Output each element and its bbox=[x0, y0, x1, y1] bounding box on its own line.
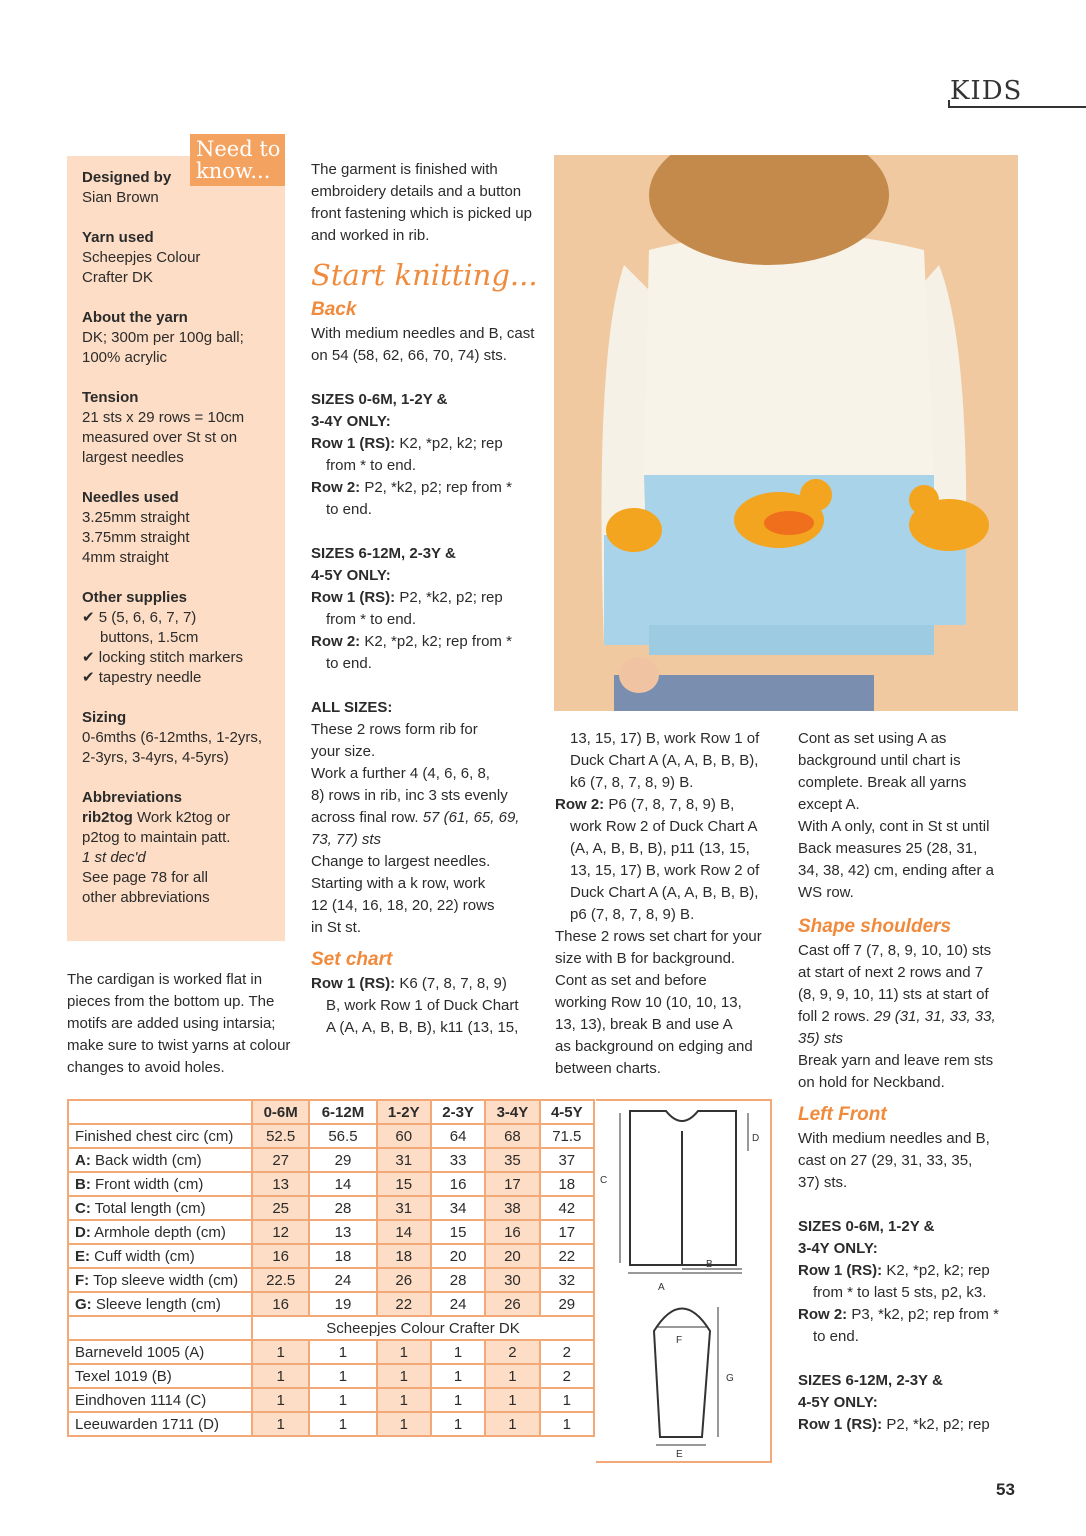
diagram-label-g: G bbox=[726, 1373, 734, 1384]
needles-line: 4mm straight bbox=[82, 549, 169, 566]
all-line: your size. bbox=[311, 743, 376, 760]
sweater-illustration bbox=[554, 155, 1018, 711]
table-cell: 1 bbox=[431, 1340, 485, 1364]
chart-line: as background on edging and bbox=[555, 1038, 753, 1055]
chart-line: Duck Chart A (A, A, B, B, B), bbox=[570, 884, 759, 901]
size-header: 2-3Y bbox=[431, 1100, 485, 1124]
table-row bbox=[68, 1388, 594, 1412]
shape-shoulders-heading: Shape shoulders bbox=[798, 916, 952, 937]
stitch-count: 73, 77) sts bbox=[311, 831, 382, 848]
table-row bbox=[68, 1412, 594, 1436]
row-label: Row 2: bbox=[311, 479, 361, 496]
sweater-photo bbox=[554, 155, 1018, 711]
table-cell: 22 bbox=[540, 1244, 594, 1268]
needles-heading: Needles used bbox=[82, 489, 179, 506]
tension-line: 21 sts x 29 rows = 10cm bbox=[82, 409, 245, 426]
sizes-a-heading-2: 3-4Y ONLY: bbox=[311, 413, 391, 430]
chart-line: p6 (7, 8, 7, 8, 9) B. bbox=[570, 906, 695, 923]
shoulder-line: Break yarn and leave rem sts bbox=[798, 1052, 994, 1069]
back-paragraph: With medium needles and B, cast on 54 (58, 62, 66, 70, 74) sts. bbox=[311, 325, 535, 364]
row-label bbox=[68, 1196, 252, 1220]
row-label bbox=[68, 1244, 252, 1268]
chart-line: Cont as set and before bbox=[555, 972, 707, 989]
size-header: 4-5Y bbox=[540, 1100, 594, 1124]
sizing-line: 2-3yrs, 3-4yrs, 4-5yrs) bbox=[82, 749, 229, 766]
table-cell: 14 bbox=[309, 1172, 376, 1196]
left-line: With medium needles and B, bbox=[798, 1130, 990, 1147]
row-key: C: bbox=[75, 1199, 91, 1217]
table-cell: 22.5 bbox=[252, 1268, 309, 1292]
tension-line: measured over St st on bbox=[82, 429, 238, 446]
table-cell: 22 bbox=[377, 1292, 431, 1316]
intro-paragraph: The cardigan is worked flat in pieces from the bottom up. The motifs are added using intarsia; make sure to twist yarns at colour changes to avoid holes. bbox=[67, 971, 291, 1076]
diagram-label-f: F bbox=[676, 1335, 683, 1346]
diagram-label-e: E bbox=[676, 1449, 683, 1460]
diagram-label-d: D bbox=[752, 1133, 760, 1144]
table-cell: 27 bbox=[252, 1148, 309, 1172]
row-label bbox=[68, 1148, 252, 1172]
table-cell: 1 bbox=[377, 1388, 431, 1412]
table-cell: 2 bbox=[540, 1364, 594, 1388]
schematic-diagram bbox=[596, 1099, 772, 1463]
sidebar-content bbox=[82, 168, 282, 908]
tension-heading: Tension bbox=[82, 389, 139, 406]
row-label-text: Total length (cm) bbox=[90, 1199, 206, 1217]
stitch-count: 29 (31, 31, 33, 33, bbox=[869, 1008, 996, 1025]
chart-line: work Row 2 of Duck Chart A bbox=[570, 818, 758, 835]
row-label: Row 1 (RS): bbox=[311, 435, 396, 452]
about-yarn-line: DK; 300m per 100g ball; bbox=[82, 329, 244, 346]
chart-line: 13, 15, 17) B, work Row 2 of bbox=[570, 862, 760, 879]
table-cell: 1 bbox=[252, 1364, 309, 1388]
supplies-line: ✔ 5 (5, 6, 6, 7, 7) bbox=[82, 609, 197, 626]
row-label: Leeuwarden 1711 (D) bbox=[68, 1412, 252, 1436]
column-2 bbox=[311, 159, 541, 1039]
table-cell: 20 bbox=[431, 1244, 485, 1268]
abbrev-line: other abbreviations bbox=[82, 889, 210, 906]
row-key: F: bbox=[75, 1271, 90, 1289]
chart-line: These 2 rows set chart for your bbox=[555, 928, 762, 945]
chart-line: (A, A, B, B, B), p11 (13, 15, bbox=[570, 840, 750, 857]
table-cell: 2 bbox=[540, 1340, 594, 1364]
schematic-svg bbox=[596, 1101, 770, 1463]
row-text: from * to end. bbox=[326, 457, 417, 474]
left-line: 37) sts. bbox=[798, 1174, 848, 1191]
finish-paragraph: The garment is finished with embroidery details and a button front fastening which is picked up and worked in rib. bbox=[311, 161, 532, 244]
table-cell: 18 bbox=[377, 1244, 431, 1268]
size-header: 3-4Y bbox=[485, 1100, 539, 1124]
sizes-b-heading: SIZES 6-12M, 2-3Y & bbox=[311, 545, 456, 562]
row-label: Row 2: bbox=[311, 633, 361, 650]
table-cell: 16 bbox=[485, 1220, 539, 1244]
row-label: Row 1 (RS): bbox=[311, 975, 396, 992]
column-4 bbox=[798, 728, 1028, 1436]
back-heading: Back bbox=[311, 299, 357, 320]
table-row bbox=[68, 1268, 594, 1292]
table-cell: 19 bbox=[309, 1292, 376, 1316]
yarn-title-row bbox=[68, 1316, 594, 1340]
back-line: With A only, cont in St st until bbox=[798, 818, 990, 835]
table-cell: 71.5 bbox=[540, 1124, 594, 1148]
chart-line: working Row 10 (10, 10, 13, bbox=[555, 994, 742, 1011]
all-sizes-heading: ALL SIZES: bbox=[311, 699, 393, 716]
abbrev-line: See page 78 for all bbox=[82, 869, 208, 886]
abbrev-heading: Abbreviations bbox=[82, 789, 183, 806]
table-row bbox=[68, 1292, 594, 1316]
page-number: 53 bbox=[996, 1480, 1015, 1499]
row-key: G: bbox=[75, 1295, 92, 1313]
table-cell: 1 bbox=[252, 1412, 309, 1436]
about-yarn-line: 100% acrylic bbox=[82, 349, 168, 366]
table-cell: 1 bbox=[252, 1388, 309, 1412]
row-label bbox=[68, 1268, 252, 1292]
table-cell: 25 bbox=[252, 1196, 309, 1220]
table-cell: 28 bbox=[431, 1268, 485, 1292]
shoulder-line: on hold for Neckband. bbox=[798, 1074, 945, 1091]
table-cell: 1 bbox=[309, 1340, 376, 1364]
table-cell: 56.5 bbox=[309, 1124, 376, 1148]
yarn-used-line: Scheepjes Colour bbox=[82, 249, 201, 266]
table-cell: 68 bbox=[485, 1124, 539, 1148]
table-cell: 16 bbox=[431, 1172, 485, 1196]
sizes-a-heading-2: 3-4Y ONLY: bbox=[798, 1240, 878, 1257]
table-cell: 35 bbox=[485, 1148, 539, 1172]
row-label: Finished chest circ (cm) bbox=[68, 1124, 252, 1148]
table-cell: 1 bbox=[377, 1412, 431, 1436]
supplies-heading: Other supplies bbox=[82, 589, 188, 606]
sizes-b-heading-2: 4-5Y ONLY: bbox=[311, 567, 391, 584]
table-cell: 26 bbox=[485, 1292, 539, 1316]
row-text: A (A, A, B, B, B), k11 (13, 15, bbox=[326, 1019, 519, 1036]
sizes-a-heading: SIZES 0-6M, 1-2Y & bbox=[311, 391, 448, 408]
left-line: cast on 27 (29, 31, 33, 35, bbox=[798, 1152, 973, 1169]
left-front-heading: Left Front bbox=[798, 1104, 887, 1125]
row-label: Barneveld 1005 (A) bbox=[68, 1340, 252, 1364]
row-text: K2, *p2, k2; rep bbox=[395, 435, 503, 452]
stitch-count: 35) sts bbox=[798, 1030, 844, 1047]
row-text: P6 (7, 8, 7, 8, 9) B, bbox=[604, 796, 735, 813]
row-text: to end. bbox=[813, 1328, 859, 1345]
table-cell: 16 bbox=[252, 1244, 309, 1268]
chart-line: Duck Chart A (A, A, B, B, B), bbox=[570, 752, 759, 769]
section-label: KIDS bbox=[950, 76, 1023, 106]
table-cell: 31 bbox=[377, 1148, 431, 1172]
row-label: Row 1 (RS): bbox=[798, 1416, 883, 1433]
chart-line: 13, 15, 17) B, work Row 1 of bbox=[570, 730, 760, 747]
row-label: Texel 1019 (B) bbox=[68, 1364, 252, 1388]
about-yarn-heading: About the yarn bbox=[82, 309, 188, 326]
row-text: P2, *k2, p2; rep bbox=[395, 589, 503, 606]
table-cell: 1 bbox=[485, 1388, 539, 1412]
stitch-count: 57 (61, 65, 69, bbox=[422, 809, 520, 826]
all-line: in St st. bbox=[311, 919, 362, 936]
supplies-line: ✔ tapestry needle bbox=[82, 669, 202, 686]
row-label: Eindhoven 1114 (C) bbox=[68, 1388, 252, 1412]
table-cell: 20 bbox=[485, 1244, 539, 1268]
row-label-text: Back width (cm) bbox=[90, 1151, 202, 1169]
table-cell: 1 bbox=[431, 1388, 485, 1412]
table-cell: 31 bbox=[377, 1196, 431, 1220]
table-cell: 1 bbox=[309, 1364, 376, 1388]
table-cell: 33 bbox=[431, 1148, 485, 1172]
table-cell: 42 bbox=[540, 1196, 594, 1220]
all-line: Work a further 4 (4, 6, 6, 8, bbox=[311, 765, 490, 782]
size-header: 6-12M bbox=[309, 1100, 376, 1124]
table-cell: 18 bbox=[309, 1244, 376, 1268]
supplies-line: ✔ locking stitch markers bbox=[82, 649, 243, 666]
table-row bbox=[68, 1148, 594, 1172]
all-line: across final row. bbox=[311, 809, 419, 826]
back-line: complete. Break all yarns bbox=[798, 774, 967, 791]
chart-line: between charts. bbox=[555, 1060, 661, 1077]
table-cell: 1 bbox=[309, 1412, 376, 1436]
badge-line-1: Need to bbox=[196, 137, 281, 161]
table-row bbox=[68, 1172, 594, 1196]
row-label bbox=[68, 1220, 252, 1244]
table-cell: 15 bbox=[431, 1220, 485, 1244]
table-cell: 37 bbox=[540, 1148, 594, 1172]
row-label-text: Front width (cm) bbox=[90, 1175, 204, 1193]
table-cell: 30 bbox=[485, 1268, 539, 1292]
table-cell: 1 bbox=[377, 1340, 431, 1364]
table-cell: 17 bbox=[540, 1220, 594, 1244]
table-cell: 15 bbox=[377, 1172, 431, 1196]
table-cell: 38 bbox=[485, 1196, 539, 1220]
abbrev-line: 1 st dec'd bbox=[82, 849, 146, 866]
sizing-line: 0-6mths (6-12mths, 1-2yrs, bbox=[82, 729, 263, 746]
back-line: except A. bbox=[798, 796, 860, 813]
row-text: P2, *k2, p2; rep from * bbox=[360, 479, 512, 496]
table-cell: 14 bbox=[377, 1220, 431, 1244]
back-line: 34, 38, 42) cm, ending after a bbox=[798, 862, 994, 879]
table-row bbox=[68, 1340, 594, 1364]
yarn-title: Scheepjes Colour Crafter DK bbox=[252, 1316, 594, 1340]
table-cell: 1 bbox=[540, 1412, 594, 1436]
table-cell: 24 bbox=[431, 1292, 485, 1316]
row-label: Row 2: bbox=[798, 1306, 848, 1323]
row-text: P3, *k2, p2; rep from * bbox=[847, 1306, 999, 1323]
table-cell: 16 bbox=[252, 1292, 309, 1316]
row-text: from * to last 5 sts, p2, k3. bbox=[813, 1284, 987, 1301]
abbrev-line: p2tog to maintain patt. bbox=[82, 829, 231, 846]
table-row bbox=[68, 1124, 594, 1148]
row-label-text: Cuff width (cm) bbox=[90, 1247, 195, 1265]
shoulder-line: at start of next 2 rows and 7 bbox=[798, 964, 984, 981]
table-cell: 12 bbox=[252, 1220, 309, 1244]
size-table bbox=[67, 1099, 595, 1437]
table-cell: 1 bbox=[431, 1364, 485, 1388]
yarn-used-line: Crafter DK bbox=[82, 269, 153, 286]
table-cell: 29 bbox=[309, 1148, 376, 1172]
row-label bbox=[68, 1172, 252, 1196]
row-text: P2, *k2, p2; rep bbox=[882, 1416, 990, 1433]
start-knitting-heading: Start knitting... bbox=[311, 258, 538, 292]
sizing-heading: Sizing bbox=[82, 709, 127, 726]
table-row bbox=[68, 1220, 594, 1244]
back-line: Back measures 25 (28, 31, bbox=[798, 840, 978, 857]
row-label: Row 2: bbox=[555, 796, 605, 813]
abbrev-line bbox=[82, 808, 282, 828]
row-text: K6 (7, 8, 7, 8, 9) bbox=[395, 975, 507, 992]
table-row bbox=[68, 1244, 594, 1268]
table-cell: 1 bbox=[309, 1388, 376, 1412]
badge-line-2: know... bbox=[196, 159, 271, 183]
shoulder-line: (8, 9, 9, 10, 11) sts at start of bbox=[798, 986, 989, 1003]
abbrev-def: Work k2tog or bbox=[132, 809, 231, 826]
needles-line: 3.25mm straight bbox=[82, 509, 190, 526]
table-cell: 2 bbox=[485, 1340, 539, 1364]
row-key: E: bbox=[75, 1247, 90, 1265]
table-cell: 13 bbox=[309, 1220, 376, 1244]
tension-line: largest needles bbox=[82, 449, 184, 466]
table-cell: 1 bbox=[540, 1388, 594, 1412]
shoulder-line: foll 2 rows. bbox=[798, 1008, 870, 1025]
back-line: Cont as set using A as bbox=[798, 730, 947, 747]
row-key: B: bbox=[75, 1175, 91, 1193]
row-label bbox=[68, 1292, 252, 1316]
table-cell: 26 bbox=[377, 1268, 431, 1292]
chart-line: 13, 13), break B and use A bbox=[555, 1016, 733, 1033]
row-label-text: Top sleeve width (cm) bbox=[89, 1271, 239, 1289]
table-cell: 29 bbox=[540, 1292, 594, 1316]
table-cell: 64 bbox=[431, 1124, 485, 1148]
row-key: D: bbox=[75, 1223, 91, 1241]
table-cell: 1 bbox=[252, 1340, 309, 1364]
table-cell: 13 bbox=[252, 1172, 309, 1196]
table-row bbox=[68, 1196, 594, 1220]
designed-by-heading: Designed by bbox=[82, 169, 172, 186]
diagram-label-b: B bbox=[706, 1259, 713, 1270]
row-label-text: Armhole depth (cm) bbox=[90, 1223, 226, 1241]
chart-line: k6 (7, 8, 7, 8, 9) B. bbox=[570, 774, 694, 791]
row-text: from * to end. bbox=[326, 611, 417, 628]
table-cell: 1 bbox=[377, 1364, 431, 1388]
designer-name: Sian Brown bbox=[82, 189, 159, 206]
row-key: A: bbox=[75, 1151, 91, 1169]
row-label: Row 1 (RS): bbox=[311, 589, 396, 606]
table-cell: 1 bbox=[485, 1364, 539, 1388]
size-header: 1-2Y bbox=[377, 1100, 431, 1124]
row-label-text: Sleeve length (cm) bbox=[91, 1295, 221, 1313]
table-row bbox=[68, 1364, 594, 1388]
table-cell: 34 bbox=[431, 1196, 485, 1220]
table-cell: 18 bbox=[540, 1172, 594, 1196]
table-cell: 1 bbox=[431, 1412, 485, 1436]
chart-line: size with B for background. bbox=[555, 950, 736, 967]
shoulder-line: Cast off 7 (7, 8, 9, 10, 10) sts bbox=[798, 942, 992, 959]
table-cell: 1 bbox=[485, 1412, 539, 1436]
supplies-line: buttons, 1.5cm bbox=[100, 629, 199, 646]
row-text: K2, *p2, k2; rep from * bbox=[360, 633, 512, 650]
all-line: Change to largest needles. bbox=[311, 853, 491, 870]
size-header: 0-6M bbox=[252, 1100, 309, 1124]
table-cell: 24 bbox=[309, 1268, 376, 1292]
diagram-label-c: C bbox=[600, 1175, 608, 1186]
row-label: Row 1 (RS): bbox=[798, 1262, 883, 1279]
back-line: background until chart is bbox=[798, 752, 961, 769]
table-cell: 52.5 bbox=[252, 1124, 309, 1148]
column-3 bbox=[555, 728, 785, 1080]
set-chart-heading: Set chart bbox=[311, 949, 393, 970]
table-cell: 32 bbox=[540, 1268, 594, 1292]
section-tick bbox=[948, 100, 950, 108]
table-cell: 17 bbox=[485, 1172, 539, 1196]
table-header-row bbox=[68, 1100, 594, 1124]
back-line: WS row. bbox=[798, 884, 854, 901]
table-cell: 28 bbox=[309, 1196, 376, 1220]
sizes-a-heading: SIZES 0-6M, 1-2Y & bbox=[798, 1218, 935, 1235]
diagram-label-a: A bbox=[658, 1282, 665, 1293]
sizes-b-heading: SIZES 6-12M, 2-3Y & bbox=[798, 1372, 943, 1389]
sizes-b-heading-2: 4-5Y ONLY: bbox=[798, 1394, 878, 1411]
all-line: Starting with a k row, work bbox=[311, 875, 486, 892]
table-cell: 60 bbox=[377, 1124, 431, 1148]
needles-line: 3.75mm straight bbox=[82, 529, 190, 546]
yarn-used-heading: Yarn used bbox=[82, 229, 154, 246]
all-line: 12 (14, 16, 18, 20, 22) rows bbox=[311, 897, 495, 914]
section-rule bbox=[948, 106, 1086, 108]
abbrev-term: rib2tog bbox=[82, 809, 133, 826]
row-text: K2, *p2, k2; rep bbox=[882, 1262, 990, 1279]
all-line: 8) rows in rib, inc 3 sts evenly bbox=[311, 787, 508, 804]
row-text: B, work Row 1 of Duck Chart bbox=[326, 997, 519, 1014]
all-line: These 2 rows form rib for bbox=[311, 721, 478, 738]
row-text: to end. bbox=[326, 655, 372, 672]
row-text: to end. bbox=[326, 501, 372, 518]
